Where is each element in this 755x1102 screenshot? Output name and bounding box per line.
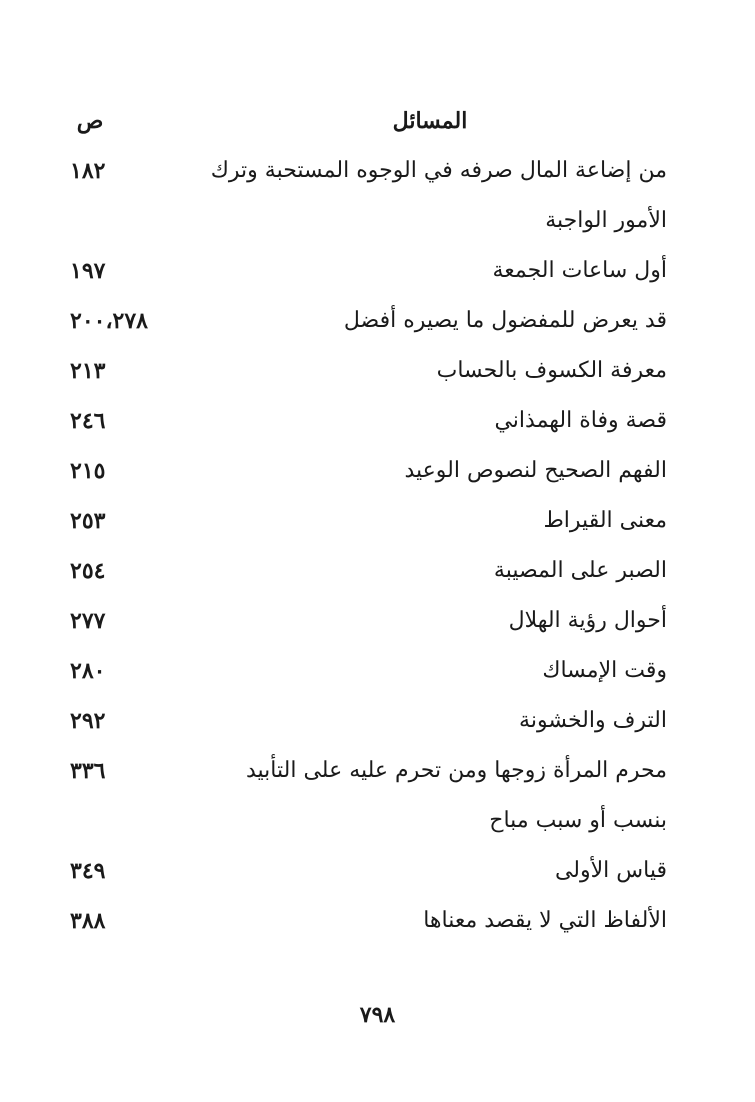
entry-page: ٢١٥	[70, 458, 106, 484]
index-row	[0, 254, 755, 304]
index-row	[0, 904, 755, 954]
entry-title: معنى القيراط	[543, 508, 667, 533]
entry-title: قصة وفاة الهمذاني	[494, 408, 667, 433]
entry-page: ٣٤٩	[70, 858, 106, 884]
column-header-issues: المسائل	[392, 108, 468, 134]
entry-page: ١٨٢	[70, 158, 106, 184]
index-row	[0, 404, 755, 454]
index-row	[0, 204, 755, 254]
entry-page: ٢٠٠،٢٧٨	[70, 308, 148, 334]
entry-page: ٣٣٦	[70, 758, 106, 784]
entry-page: ٢٨٠	[70, 658, 106, 684]
index-row	[0, 304, 755, 354]
entry-title: قياس الأولى	[554, 858, 667, 883]
index-row	[0, 754, 755, 804]
entry-title: معرفة الكسوف بالحساب	[436, 358, 667, 383]
entry-title: محرم المرأة زوجها ومن تحرم عليه على التأبيد	[246, 758, 667, 783]
index-row	[0, 354, 755, 404]
index-row	[0, 504, 755, 554]
index-row	[0, 554, 755, 604]
entry-page: ٢٧٧	[70, 608, 106, 634]
index-list	[0, 154, 755, 954]
entry-title: وقت الإمساك	[542, 658, 667, 683]
entry-page: ٢٥٣	[70, 508, 106, 534]
entry-page: ٢٩٢	[70, 708, 106, 734]
entry-page: ٢٤٦	[70, 408, 106, 434]
index-row	[0, 154, 755, 204]
entry-page: ١٩٧	[70, 258, 106, 284]
entry-title: أحوال رؤية الهلال	[508, 608, 667, 633]
page-number: ٧٩٨	[359, 1002, 396, 1028]
index-row	[0, 704, 755, 754]
entry-title: الألفاظ التي لا يقصد معناها	[423, 908, 667, 933]
entry-title: الصبر على المصيبة	[493, 558, 667, 583]
entry-title: أول ساعات الجمعة	[492, 258, 667, 283]
entry-page: ٢٥٤	[70, 558, 106, 584]
entry-title: من إضاعة المال صرفه في الوجوه المستحبة وترك	[210, 158, 667, 183]
entry-title: الأمور الواجبة	[545, 208, 667, 233]
entry-title: الفهم الصحيح لنصوص الوعيد	[404, 458, 667, 483]
entry-title: قد يعرض للمفضول ما يصيره أفضل	[343, 308, 667, 333]
index-row	[0, 654, 755, 704]
index-row	[0, 854, 755, 904]
entry-page: ٢١٣	[70, 358, 106, 384]
index-row	[0, 604, 755, 654]
entry-page: ٣٨٨	[70, 908, 106, 934]
entry-title: بنسب أو سبب مباح	[489, 808, 667, 833]
index-row	[0, 454, 755, 504]
index-row	[0, 804, 755, 854]
column-header-page: ص	[76, 108, 104, 134]
entry-title: الترف والخشونة	[519, 708, 667, 733]
